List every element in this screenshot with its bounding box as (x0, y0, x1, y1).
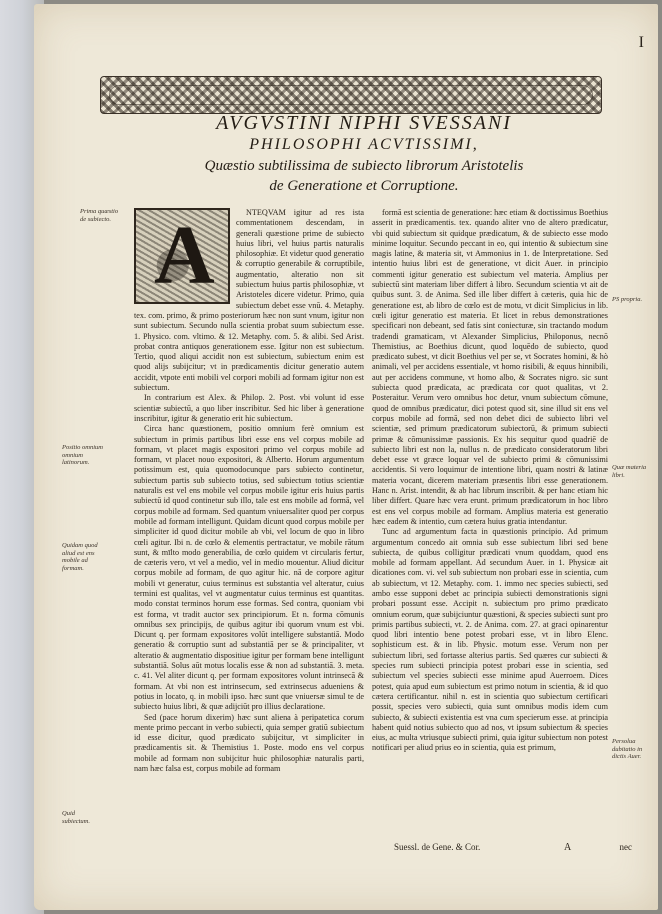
left-paragraph: NTEQVAM igitur ad res ista commentationem descendam, in generali quæstione prime de subiecto huius libri, vel huius partis naturalis philosophiæ. Et videtur quod generatio & corruptio generabile & corruptibile, augmentatio, alteratio non sit subiectum huius partis philosophiæ, vt Aristoteles dicere videtur. Primo, quia subiectum debet esse vnū. 4. Metaphy. tex. com. primo, & primo posteriorum hæc non sunt vnum, igitur non sunt subiectum. Secundo nulla scientia probat suum subiectum esse. 1. Physico. com. vltimo. & 12. Metaphy. com. 5. & alibi. Sed Arist. probat contra antiquos generationem esse. Igitur non est subiectum. Tertio, quod aliqui accidit non est subiectum, subiectum enim est quod alijs subijcitur; vt in prædicamentis dicitur generatio autem accidit, vtpote enti mobili vel corpori mobili ad formam igitur non est subiectum. (134, 208, 364, 393)
header-ornament (100, 76, 602, 114)
left-paragraph: In contrarium est Alex. & Philop. 2. Post. vbi volunt id esse scientiæ subiectū, a quo liber inscribitur. Sed hic liber à generatione inscribitur, igitur & generatio erit hic subiectum. (134, 393, 364, 423)
right-paragraph: Tunc ad argumentum facta in quæstionis principio. Ad primum argumentum concedo ait omnia sub esse subiectum libri sed bene subiecta, de quibus colligitur prædicati vnum quoddam, quod ens mobile ad formam appellant. Ad secundum Auer. in 1. Physicæ ait dicationes com. vi. vel sub subiectum non probari esse in scientia, cum ab subiectum, vt 12. Metaphy. com. 1. immo nec species subiecti, sed ambo esse supponi debet ac principia subiecti demonstrationis signi probari possunt esse. Accipit n. subiectum pro primo prædicato omnium eorum, quæ subijciuntur quæstioni, & species subiecti sunt pro primis partibus subiecti, vt. 2. de Anima. com. 27. at graci opinarentur quod libri intentio bene potest probari esse, vt in libro Elenc. sophisticum est. & in lib. Physic. motum esse. Verum non per subiectum libri, sed fortasse alterius partis. Sed quæres cur subiecti & species rum subiecti principia potest probari esse in scientia, sed subiectum vel species subiecti esse minime apud Auerroem. Dices potest, quia apud eum subiectum est primo notum in scientia, & id quo cætera certificantur. nihil n. est in scientia quo subiectum certificari possit, species vero subiecti, quia sunt omnibus modis idem cum subiecto, & subiecti existentia est vna cum specierum esse. at principia habent quid notius subiecto quo ad nos, vt ipsum subiectum & species eius, ac multa vtriusque subiecti primi, quia igitur subiectum non potest notificari per aliud prius eo in scientia, quia est primum, (372, 527, 608, 753)
left-paragraph: Circa hanc quæstionem, positio omnium ferè omnium est subiectum in primis partibus libri esse ens vel corpus mobile ad formam, vt placet magis expositori primo vel corpus mobile ad formam, vt placet nouo expositori, & Alberto. Horum argumentum potissimum est, quia quomodocunque pars subiecto continetur, subiectum partis sub subiecto totius, sed subiectum totius scientiæ naturalis est vel ens mobile vel corpus mobile igitur eris huius partis subiectū id quod continetur sub illo, tale est ens mobile ad formā, vel corpus mobile ad formam. Sed quantum vniuersaliter quod per corpus mobile ad formam intelligunt. Quidam dicunt quod corpus mobile per simpliciter id quod dicitur mobile ab vbi, vel locum de quo in libro cœli agitur. Ibi n. de cœlo & elementis pertractatur, ve mobile rātum sunt, & mīlto modo generabilia, de cœlo quidem vt circularis fertur, de cæteris vero, vt vel a medio, vel in medio mouentur. Aliud dicitur corpus mobile ad formam, de quo agitur hic. nā de corpore agitur mobili vt generatur, cuius terminus est substantia vel alteratur, cuius termini est qualitas, vel vt augmentatur cuius terminus est quantitas. modo constat terminos horum esse formas. Sed contra, quoniam vbi est forma, vt tradit auctor sex principiorum. Et n. forma cōmunis omnibus sex principijs, de quibus agitur ibi quorum vnum est vbi. Dicunt q. per formam expositores volūt intelligere substantiā. Modo generatio & corruptio sunt ad substantiā per se & principaliter, vt alteratio & augmentatio dispositiue igitur per formam bene intelligunt substantiā. Solus aūt motus localis esse & non ad substantiā. 3. meta. c. 41. Vel aliter dicunt q. per formam expositores volunt intrinsecā & formam. At vbi non est intrinsecum, sed extrinsecus adueniens & potius in locato, q. in mobili ipso. hæc sunt que vniuersæ simul te de subiecto huius libri, & quæ adijciūt pro illius declaratione. (134, 424, 364, 712)
page-number: I (638, 34, 644, 51)
title-line-1: AVGVSTINI NIPHI SVESSANI (216, 112, 512, 134)
margin-note-right-2: Quæ materia libri. (612, 464, 647, 479)
dropcap-woodcut: A (134, 208, 230, 304)
catchword: nec (619, 842, 632, 852)
left-paragraph: Sed (pace horum dixerim) hæc sunt aliena à peripatetica corum mente primo peccant in verbo subiecti, quia semper gratiū subiectum id esse dicitur, quod prædicato subijcitur, vt simpliciter in prædicamentis sit. & Themistius 1. Poste. modo ens vel corpus mobile ad formam non subijcitur huic philosophiæ naturalis parti, nam hæc falsa est, corpus mobile ad formam (134, 712, 364, 774)
right-text-column (372, 208, 608, 828)
title-line-4: de Generatione et Corruptione. (269, 178, 459, 194)
right-paragraph: formā est scientia de generatione: hæc etiam & doctissimus Boethius asserit in prædicamentis. tex. quando aliter vno de altero prædicatur, vbi quid subiectum sit quidque prædicatum, & de subiecto esse modo minime loquitur. Secundo peccant in eo, qui intentio & subiectum sine magis latine, & materia sit, vt Ammonius in 1. de Interpretatione. Sed intentio huius libri est de generatione, vt dicit Auer. in principio commenti igitur generatio est subiectum vel materia. Amplius per subiectū sint materiam liber differt à libro. Secundum scientia vt ait de quibus sunt. 3. de Anima. Sed ille liber differt à cæteris, quia hic de generatione est, ab libro de cœlo est de motu, vt dicit Simplicius in lib. cœli igitur generatio est materia. Et licet in rebus demonstrationes specificari non debeant, sed fatis sint coniecturæ, sin tractando modum tradendi gramaticam, vt Alexander Simplicius, Philoponus, necnō Themistius, ac Boethius dicunt, quod loquēdo de subiecto, quod prædicato subest, vt dicit Boethius vel per se, vt Socrates homini, & hò animali, vel per accidens essentiale, vt homo risibili, & equus hinnibili, aut per accidens commune, vt homo albo, & Socrates nigro. sic sunt subiecta quod prædicata, ac prædicata cor quot qualitas, vt 2. Posteraitur. Verum vero omnibus hoc detur, vnum subiectum cōmune, quod de omnibus prædicatur, dici potest quod sit, sine illud sit ens vel corpus mobile ad formā, sed non debet dici de subiecto libri vel scientiæ, sed primum prædicatorum subiectorū, & primum subiecti primæ & cōmunissimæ passionis. Ex his sequitur quod quadriē de subiecto libri est non la, nullus n. de prædicato consideratorum libri debet esse vt græce loquar vel de subiecto primi & cōmunissimi accidentis. Si vero loquimur de intentione libri, quam nostri & latinæ materia vocant, dicerem materiam præsentis libri esse generationem. Hanc n. Arist. intendit, & ab hac librum inscribit. & per hanc etiam hic liber differt. Quare hæc vera erunt. primum prædicatorum in hoc libro est ens vel corpus mobile ad formam. Amplius materia est generatio hæc eadem & intentio, cum cætera huius gratia intendantur. (372, 208, 608, 526)
title-line-2: PHILOSOPHI ACVTISSIMI, (249, 136, 479, 153)
margin-note-left-2: Positio omnium omnium latinorum. (62, 444, 103, 467)
margin-note-left-4: Quid subiectum. (62, 810, 90, 825)
signature-mark: A (564, 842, 572, 853)
margin-note-right-1: PS propria. (612, 296, 643, 303)
margin-note-right-3: Persolua dubitatio in dictis Auer. (612, 738, 643, 761)
title-line-3: Quæstio subtilissima de subiecto librorum Aristotelis (204, 158, 524, 174)
margin-note-left-1: Prima quæstio de subiecto. (80, 208, 119, 223)
margin-note-left-3: Quidam quod aliud est ens mobile ad formam. (62, 542, 98, 572)
running-footer: Suessl. de Gene. & Cor. (394, 842, 481, 852)
left-text-column (134, 208, 364, 828)
book-page (34, 4, 658, 910)
